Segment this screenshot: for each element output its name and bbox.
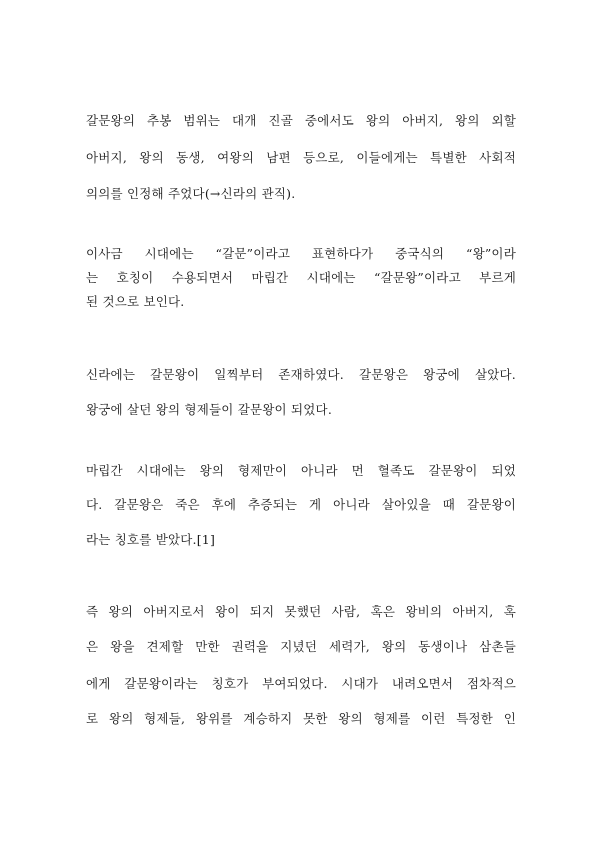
paragraph-1-line-1: 갈문왕의 추봉 범위는 대개 진골 중에서도 왕의 아버지, 왕의 외할	[86, 113, 516, 128]
paragraph-5-line-4: 로 왕의 형제들, 왕위를 계승하지 못한 왕의 형제를 이런 특정한 인	[86, 711, 516, 726]
paragraph-5-line-1: 즉 왕의 아버지로서 왕이 되지 못했던 사람, 혹은 왕비의 아버지, 혹	[86, 604, 516, 619]
paragraph-3-line-1: 신라에는 갈문왕이 일찍부터 존재하였다. 갈문왕은 왕궁에 살았다.	[86, 367, 516, 382]
paragraph-3-line-2: 왕궁에 살던 왕의 형제들이 갈문왕이 되었다.	[86, 402, 332, 417]
paragraph-2-line-1: 이사금 시대에는 “갈문”이라고 표현하다가 중국식의 “왕”이라	[86, 246, 516, 261]
paragraph-2-line-3: 된 것으로 보인다.	[86, 294, 185, 309]
paragraph-1-line-2: 아버지, 왕의 동생, 여왕의 남편 등으로, 이들에게는 특별한 사회적	[86, 150, 516, 165]
paragraph-1-line-3: 의의를 인정해 주었다(→신라의 관직).	[86, 186, 296, 201]
paragraph-4-line-3: 라는 칭호를 받았다.[1]	[86, 532, 216, 547]
paragraph-2-line-2: 는 호칭이 수용되면서 마립간 시대에는 “갈문왕”이라고 부르게	[86, 270, 516, 285]
paragraph-5-line-2: 은 왕을 견제할 만한 권력을 지녔던 세력가, 왕의 동생이나 삼촌들	[86, 639, 516, 654]
paragraph-4-line-1: 마립간 시대에는 왕의 형제만이 아니라 먼 혈족도 갈문왕이 되었	[86, 463, 516, 478]
paragraph-4-line-2: 다. 갈문왕은 죽은 후에 추증되는 게 아니라 살아있을 때 갈문왕이	[86, 497, 516, 512]
paragraph-5-line-3: 에게 갈문왕이라는 칭호가 부여되었다. 시대가 내려오면서 점차적으	[86, 676, 516, 691]
